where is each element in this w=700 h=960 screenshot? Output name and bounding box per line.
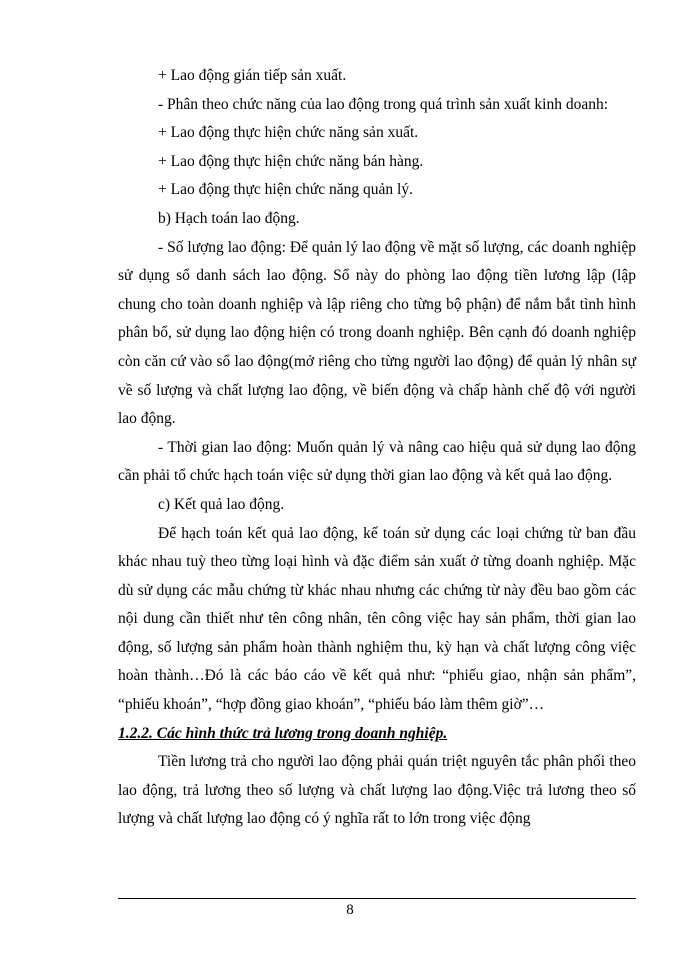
page-number: 8 xyxy=(346,902,354,918)
paragraph-thoi-gian: - Thời gian lao động: Muốn quản lý và nâng cao hiệu quả sử dụng lao động cần phải tổ chức hạch toán việc sử dụng thời gian lao động và kết quả lao động. xyxy=(118,438,636,485)
text-line: + Lao động thực hiện chức năng bán hàng. xyxy=(158,152,424,170)
paragraph-ket-qua: Để hạch toán kết quả lao động, kế toán sử dụng các loại chứng từ ban đầu khác nhau tuỳ theo từng loại hình và đặc điểm sản xuất ở từng doanh nghiệp. Mặc dù sử dụng các mẫu chứng từ khác nhau nhưng các chứng từ này đều bao gồm các nội dung cần thiết như tên công nhân, tên công việc hay sản phẩm, thời gian lao động, số lượng sản phẩm hoàn thành nghiệm thu, kỳ hạn và chất lượng công việc hoàn thành…Đó là các báo cáo về kết quả như: “phiếu giao, nhận sản phẩm”, “phiếu khoán”, “hợp đồng giao khoán”, “phiếu báo làm thêm giờ”… xyxy=(118,524,636,714)
subsection-title: b) Hạch toán lao động. xyxy=(158,209,300,227)
paragraph-tien-luong: Tiền lương trả cho người lao động phải quán triệt nguyên tắc phân phối theo lao động, trả lương theo số lượng và chất lượng lao động.Việc trả lương theo số lượng và chất lượng lao động có ý nghĩa rất to lớn trong việc động xyxy=(118,753,636,828)
text-line: + Lao động thực hiện chức năng sản xuất. xyxy=(158,124,419,142)
section-heading: 1.2.2. Các hình thức trả lương trong doanh nghiệp. xyxy=(118,724,448,742)
text-line: - Phân theo chức năng của lao động trong quá trình sản xuất kinh doanh: xyxy=(158,95,609,113)
paragraph-so-luong: - Số lượng lao động: Để quản lý lao động về mặt số lượng, các doanh nghiệp sử dụng sổ danh sách lao động. Sổ này do phòng lao động tiền lương lập (lập chung cho toàn doanh nghiệp và lập riêng cho từng bộ phận) để nắm bắt tình hình phân bổ, sử dụng lao động hiện có trong doanh nghiệp. Bên cạnh đó doanh nghiệp còn căn cứ vào sổ lao động(mở riêng cho từng người lao động) để quản lý nhân sự về số lượng và chất lượng lao động, về biến động và chấp hành chế độ với người lao động. xyxy=(118,238,636,428)
document-page xyxy=(118,62,636,834)
footer-divider xyxy=(118,898,636,899)
text-line: + Lao động thực hiện chức năng quản lý. xyxy=(158,181,413,199)
subsection-title: c) Kết quả lao động. xyxy=(158,495,285,513)
text-line: + Lao động gián tiếp sản xuất. xyxy=(158,67,347,84)
